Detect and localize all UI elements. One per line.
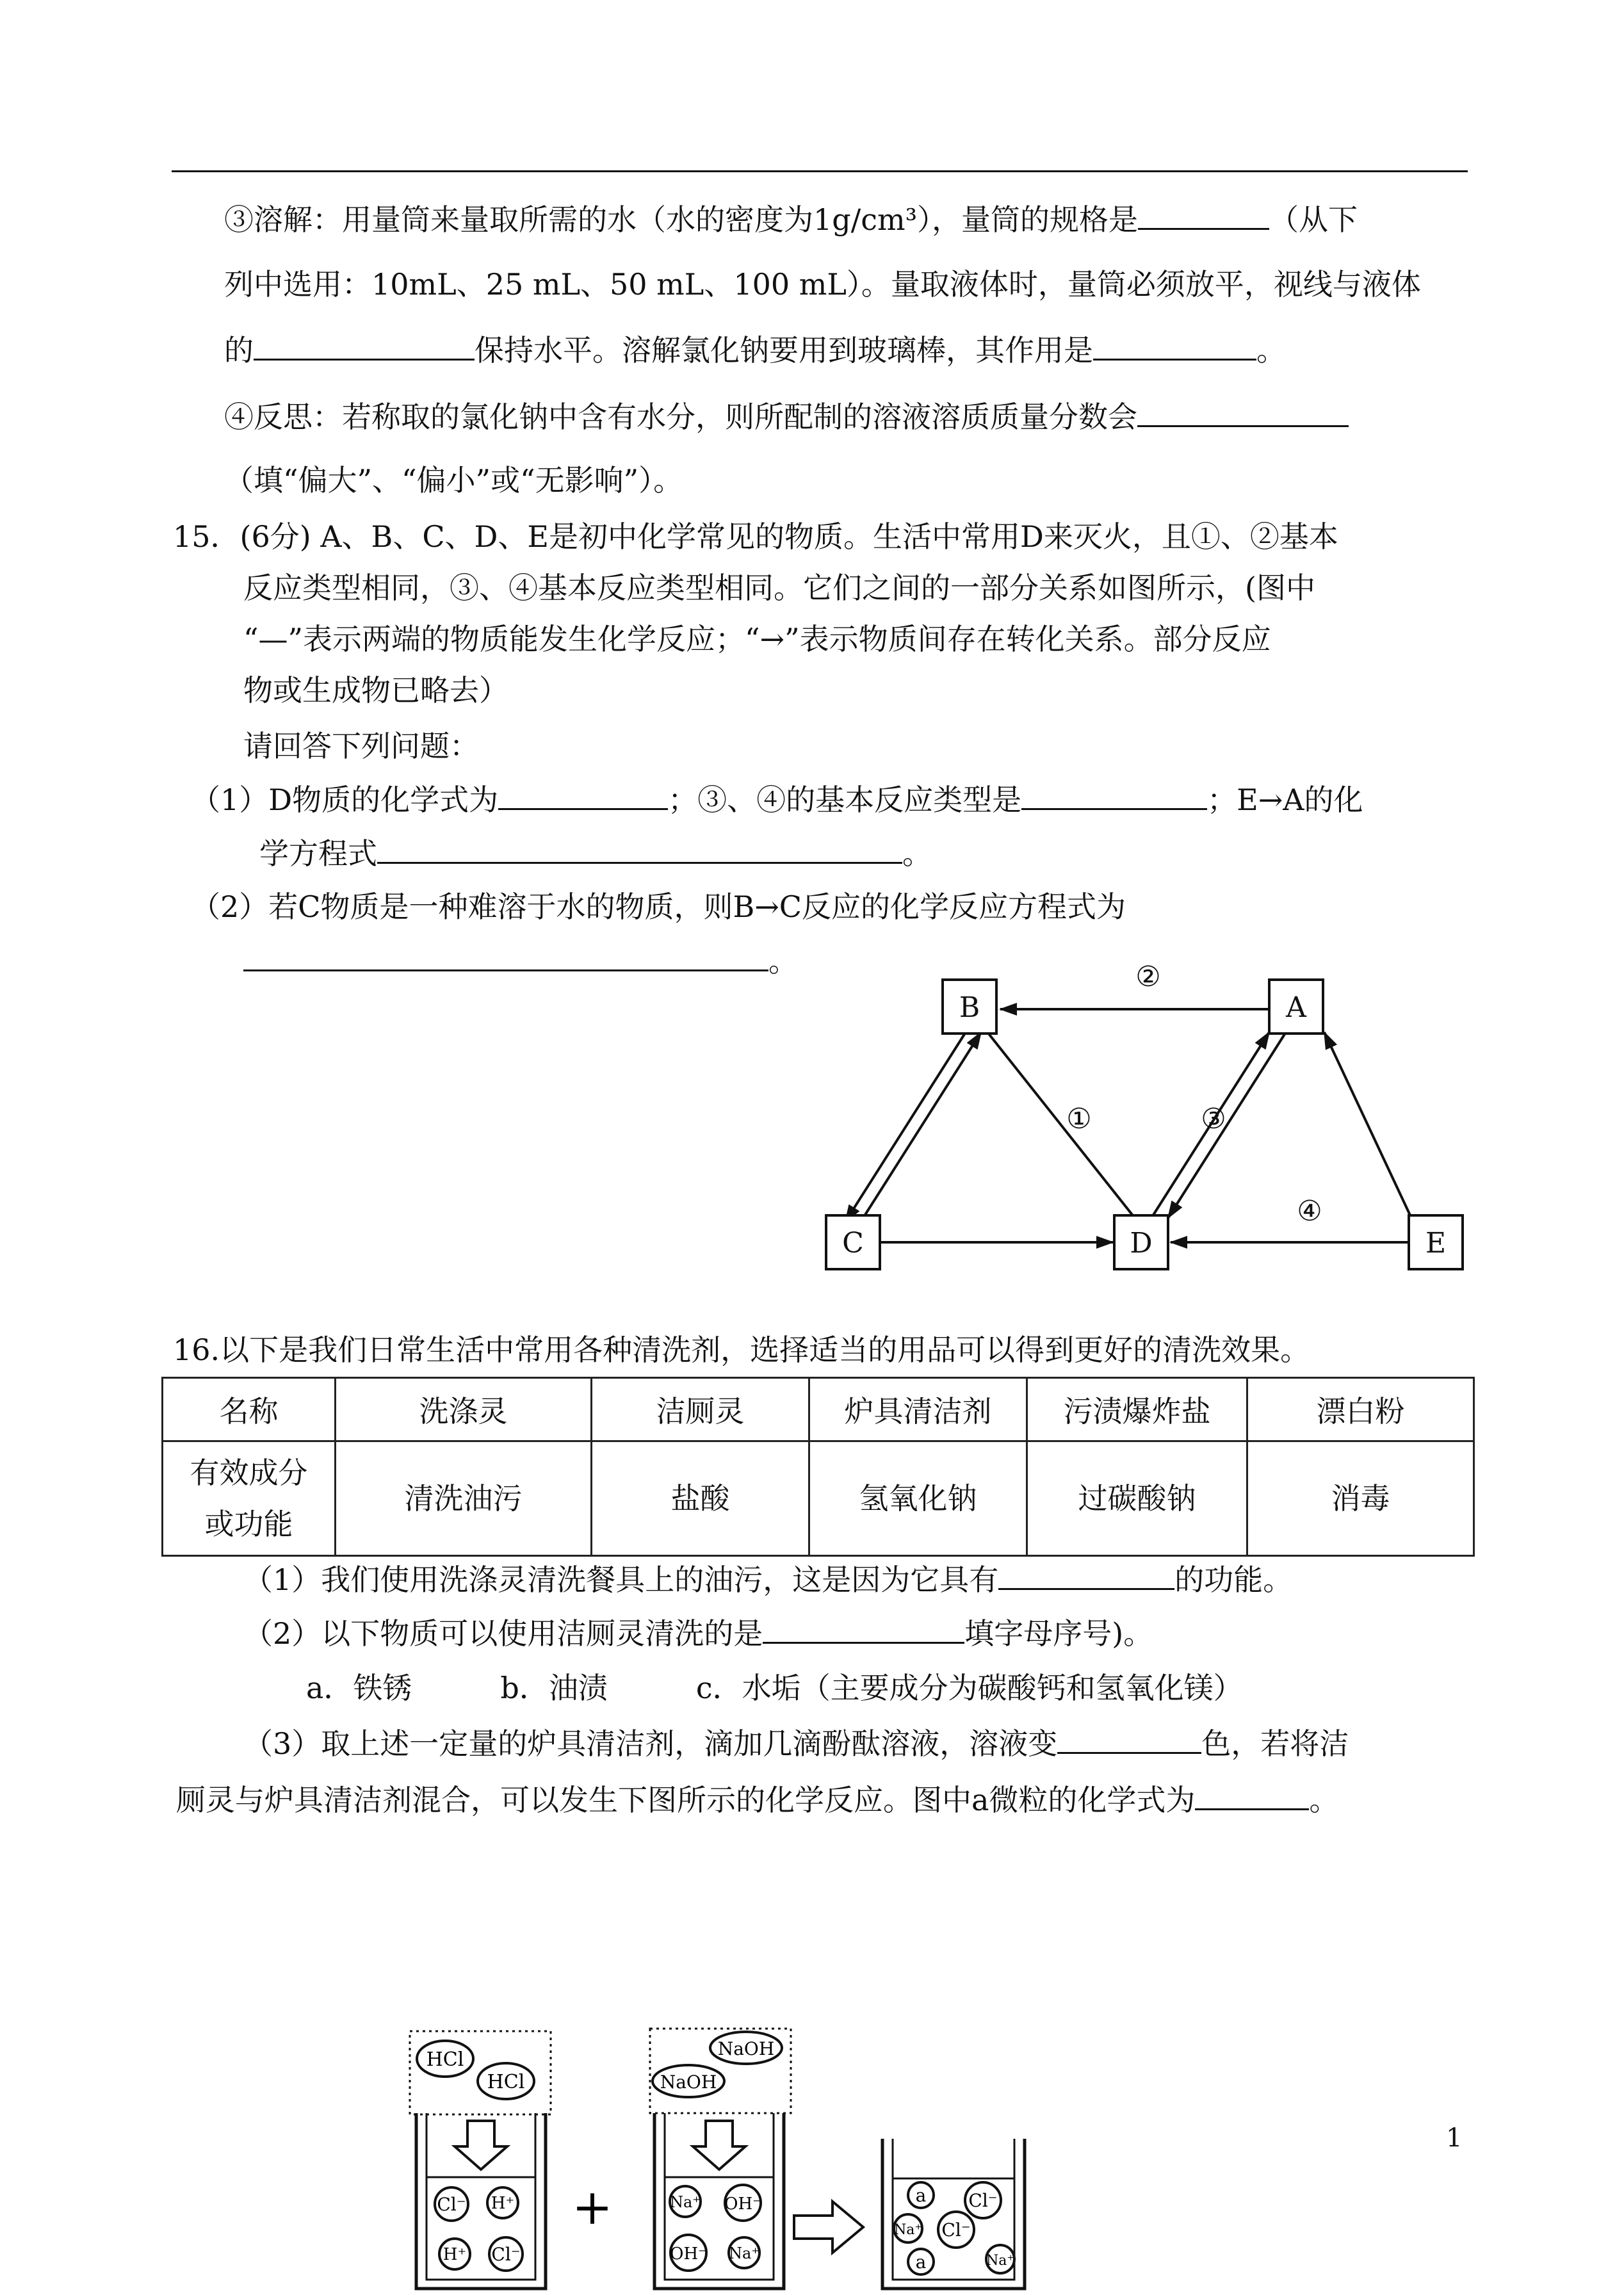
answer-blank[interactable] xyxy=(763,1614,964,1644)
node-label-e: E xyxy=(1425,1227,1447,1260)
table-header: 洗涤灵 xyxy=(336,1378,592,1441)
ion-cl: Cl⁻ xyxy=(941,2219,971,2241)
q14-line-1 xyxy=(224,200,1358,239)
ion-na: Na⁺ xyxy=(670,2193,701,2211)
arrow-e-to-a xyxy=(1324,1032,1411,1218)
row-label-line: 或功能 xyxy=(204,1507,293,1541)
text: （1）D物质的化学式为 xyxy=(191,783,499,817)
table-cell: 氢氧化钠 xyxy=(809,1441,1027,1556)
q15-line-3: “—”表示两端的物质能发生化学反应；“→”表示物质间存在转化关系。部分反应 xyxy=(243,622,1271,656)
text: 的功能。 xyxy=(1174,1562,1293,1597)
q15-line-7 xyxy=(259,834,932,873)
molecule-naoh: NaOH xyxy=(717,2038,775,2059)
q16-line-3 xyxy=(243,1614,1153,1653)
text: 色，若将洁 xyxy=(1201,1726,1349,1761)
molecule-hcl: HCl xyxy=(426,2048,464,2071)
ion-na: Na⁺ xyxy=(894,2222,922,2238)
ion-h: H⁺ xyxy=(443,2245,467,2264)
molecule-naoh: NaOH xyxy=(660,2072,717,2093)
ion-oh: OH⁻ xyxy=(724,2194,761,2214)
answer-blank[interactable] xyxy=(254,330,475,361)
down-arrow-icon xyxy=(693,2121,745,2169)
text: 厕灵与炉具清洁剂混合，可以发生下图所示的化学反应。图中a微粒的化学式为 xyxy=(176,1783,1196,1817)
q16-line-2 xyxy=(243,1560,1292,1599)
reaction-diagram xyxy=(384,2011,1089,2295)
q14-line-2: 列中选用：10mL、25 mL、50 mL、100 mL）。量取液体时，量筒必须放平，视线与液体 xyxy=(224,267,1421,302)
reaction-label-1: ① xyxy=(1066,1103,1092,1135)
relationship-diagram xyxy=(800,941,1498,1306)
text: （3）取上述一定量的炉具清洁剂，滴加几滴酚酞溶液，溶液变 xyxy=(243,1726,1058,1761)
row-label-line: 有效成分 xyxy=(190,1456,308,1490)
text: 保持水平。溶解氯化钠要用到玻璃棒，其作用是 xyxy=(475,333,1093,368)
node-label-a: A xyxy=(1286,991,1306,1024)
text: （从下 xyxy=(1269,202,1358,237)
arrow-a-to-d xyxy=(1168,1032,1286,1218)
row-label xyxy=(163,1441,336,1556)
answer-blank[interactable] xyxy=(1057,1724,1201,1754)
plus-sign: + xyxy=(572,2178,613,2235)
product-beaker xyxy=(882,2139,1025,2289)
answer-blank[interactable] xyxy=(1195,1780,1309,1810)
answer-blank[interactable] xyxy=(1138,200,1269,230)
q16-line-5 xyxy=(243,1724,1349,1763)
node-label-c: C xyxy=(842,1227,864,1260)
text: （2）以下物质可以使用洁厕灵清洗的是 xyxy=(243,1616,763,1651)
answer-blank[interactable] xyxy=(998,1560,1174,1590)
answer-blank[interactable] xyxy=(498,780,668,810)
table-cell: 过碳酸钠 xyxy=(1027,1441,1247,1556)
q15-line-4: 物或生成物已略去） xyxy=(243,673,508,708)
text: 。 xyxy=(1256,333,1286,368)
answer-blank[interactable] xyxy=(243,941,768,971)
table-header: 洁厕灵 xyxy=(592,1378,809,1441)
down-arrow-icon xyxy=(455,2121,507,2169)
molecule-hcl: HCl xyxy=(487,2071,525,2093)
line-b-d xyxy=(987,1032,1135,1218)
reaction-arrow-icon xyxy=(794,2202,863,2253)
table-header: 漂白粉 xyxy=(1247,1378,1474,1441)
ion-na: Na⁺ xyxy=(986,2253,1014,2269)
answer-blank[interactable] xyxy=(377,834,902,864)
arrow-b-to-c xyxy=(845,1032,966,1222)
q15-line-5: 请回答下列问题： xyxy=(243,729,479,763)
text: 学方程式 xyxy=(259,836,377,871)
ion-oh: OH⁻ xyxy=(670,2244,707,2264)
q15-line-1: 15．(6分) A、B、C、D、E是初中化学常见的物质。生活中常用D来灭火，且①、②基本 xyxy=(173,519,1338,554)
text: ；③、④的基本反应类型是 xyxy=(668,783,1022,817)
q15-line-2: 反应类型相同，③、④基本反应类型相同。它们之间的一部分关系如图所示，(图中 xyxy=(243,571,1315,605)
ion-cl: Cl⁻ xyxy=(491,2244,521,2265)
answer-blank[interactable] xyxy=(1021,780,1207,810)
hcl-beaker xyxy=(410,2031,551,2289)
text: 。 xyxy=(902,836,932,871)
cleaner-table xyxy=(161,1377,1475,1557)
node-label-d: D xyxy=(1130,1227,1153,1260)
ion-cl: Cl⁻ xyxy=(968,2190,998,2211)
page-number: 1 xyxy=(1446,2123,1463,2153)
reaction-label-4: ④ xyxy=(1297,1195,1322,1228)
table-header: 污渍爆炸盐 xyxy=(1027,1378,1247,1441)
table-cell: 盐酸 xyxy=(592,1441,809,1556)
q14-line-4 xyxy=(224,397,1349,436)
table-cell: 清洗油污 xyxy=(336,1441,592,1556)
answer-blank[interactable] xyxy=(1137,397,1349,427)
q15-line-8: （2）若C物质是一种难溶于水的物质，则B→C反应的化学反应方程式为 xyxy=(191,889,1126,924)
text: 。 xyxy=(1309,1783,1339,1817)
text: ④反思：若称取的氯化钠中含有水分，则所配制的溶液溶质质量分数会 xyxy=(224,400,1137,434)
q15-line-6 xyxy=(191,780,1363,819)
q16-line-1: 16.以下是我们日常生活中常用各种清洗剂，选择适当的用品可以得到更好的清洗效果。 xyxy=(173,1333,1310,1367)
q14-line-5: （填“偏大”、“偏小”或“无影响”）。 xyxy=(224,463,683,498)
ion-na: Na⁺ xyxy=(729,2244,759,2262)
reaction-label-3: ③ xyxy=(1201,1103,1226,1135)
reaction-label-2: ② xyxy=(1135,961,1161,993)
text: ；E→A的化 xyxy=(1207,783,1363,817)
table-header-row xyxy=(163,1378,1474,1441)
q14-line-3 xyxy=(224,330,1286,369)
node-label-b: B xyxy=(959,991,980,1024)
text: 的 xyxy=(224,333,254,368)
table-row xyxy=(163,1441,1474,1556)
q16-options: a．铁锈 b．油渍 c．水垢（主要成分为碳酸钙和氢氧化镁） xyxy=(306,1671,1243,1705)
table-header: 名称 xyxy=(163,1378,336,1441)
ion-h: H⁺ xyxy=(491,2194,515,2213)
particle-a: a xyxy=(915,2185,927,2206)
text: 。 xyxy=(768,944,798,978)
table-cell: 消毒 xyxy=(1247,1441,1474,1556)
q16-line-6 xyxy=(176,1780,1338,1819)
header-rule xyxy=(172,170,1468,172)
q15-line-9 xyxy=(243,941,798,980)
text: ③溶解：用量筒来量取所需的水（水的密度为1g/cm³），量筒的规格是 xyxy=(224,202,1139,237)
text: 填字母序号)。 xyxy=(964,1616,1153,1651)
ion-cl: Cl⁻ xyxy=(437,2194,466,2215)
particle-a: a xyxy=(915,2251,927,2273)
answer-blank[interactable] xyxy=(1093,330,1256,361)
text: （1）我们使用洗涤灵清洗餐具上的油污，这是因为它具有 xyxy=(243,1562,999,1597)
arrow-c-to-b xyxy=(861,1032,981,1222)
naoh-beaker xyxy=(650,2029,791,2289)
table-header: 炉具清洁剂 xyxy=(809,1378,1027,1441)
